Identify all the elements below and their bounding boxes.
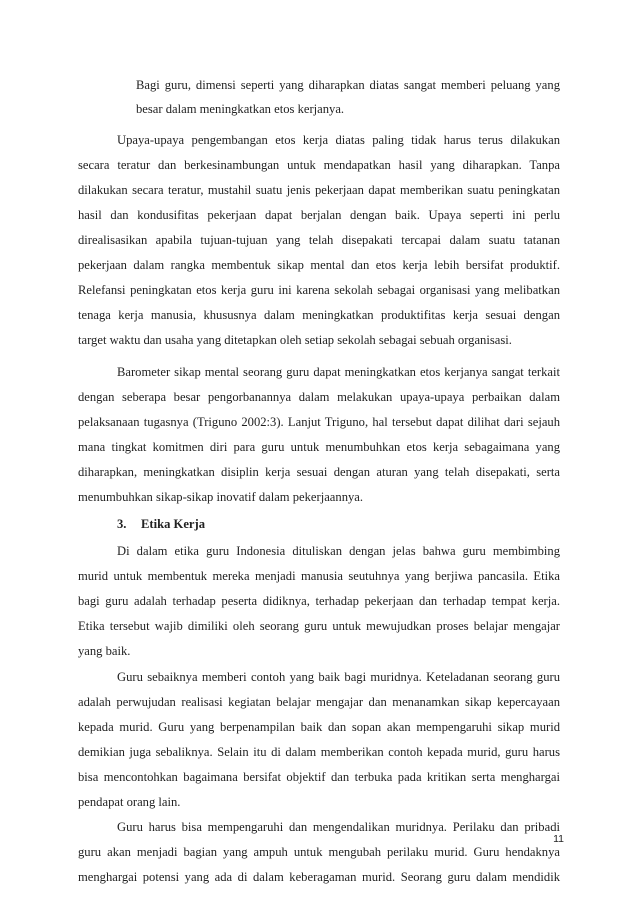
paragraph-line: mana tingkat komitmen diri para guru untuk menumbuhkan etos kerja sebagaimana yang	[78, 440, 560, 454]
paragraph-line: pendapat orang lain.	[78, 795, 181, 809]
paragraph-line: Relefansi peningkatan etos kerja guru ini karena sekolah sebagai organisasi yang melibatkan	[78, 283, 560, 297]
section-heading	[117, 516, 560, 532]
paragraph-line: Etika tersebut wajib dimiliki oleh seorang guru untuk mewujudkan proses belajar mengajar	[78, 619, 560, 633]
quote-line: besar dalam meningkatkan etos kerjanya.	[136, 102, 345, 116]
paragraph-line: adalah perwujudan realisasi kegiatan belajar mengajar dan menanamkan sikap kepercayaan	[78, 695, 560, 709]
section-title: Etika Kerja	[141, 517, 206, 531]
paragraph-line: Barometer sikap mental seorang guru dapat meningkatkan etos kerjanya sangat terkait	[117, 365, 560, 379]
paragraph-line: diharapkan, meningkatkan disiplin kerja sesuai dengan aturan yang telah disepakati, serta	[78, 465, 560, 479]
paragraph-line: pelaksanaan tugasnya (Triguno 2002:3). Lanjut Triguno, hal tersebut dapat dilihat dari sejauh	[78, 415, 560, 429]
paragraph-line: kepada murid. Guru yang berpenampilan baik dan sopan akan mempengaruhi sikap murid	[78, 720, 560, 734]
paragraph-line: direalisasikan apabila tujuan-tujuan yang telah disepakati tercapai dalam suatu tatanan	[78, 233, 560, 247]
paragraph-line: dilakukan secara teratur, mustahil suatu jenis pekerjaan dapat memberikan suatu peningkatan	[78, 183, 560, 197]
paragraph-line: secara teratur dan berkesinambungan untuk mendapatkan hasil yang diharapkan. Tanpa	[78, 158, 560, 172]
paragraph-line: Upaya-upaya pengembangan etos kerja diatas paling tidak harus terus dilakukan	[117, 133, 560, 147]
page-number: 11	[553, 833, 564, 845]
paragraph-line: dengan seberapa besar pengorbanannya dalam melakukan upaya-upaya perbaikan dalam	[78, 390, 560, 404]
paragraph-line: tenaga kerja manusia, khususnya dalam meningkatkan produktifitas kerja sesuai dengan	[78, 308, 560, 322]
paragraph-line: menumbuhkan sikap-sikap inovatif dalam pekerjaannya.	[78, 490, 364, 504]
paragraph-line: Guru sebaiknya memberi contoh yang baik bagi muridnya. Keteladanan seorang guru	[117, 670, 560, 684]
paragraph-line: bisa mencontohkan bagaimana bersifat objektif dan terbuka pada kritikan serta menghargai	[78, 770, 560, 784]
section-number: 3.	[117, 517, 127, 531]
paragraph-line: Guru harus bisa mempengaruhi dan mengendalikan muridnya. Perilaku dan pribadi	[117, 820, 560, 834]
paragraph-line: menghargai potensi yang ada di dalam keberagaman murid. Seorang guru dalam mendidik	[78, 870, 560, 884]
paragraph-line: pekerjaan dalam rangka membentuk sikap mental dan etos kerja lebih bersifat produktif.	[78, 258, 560, 272]
quote-line: Bagi guru, dimensi seperti yang diharapkan diatas sangat memberi peluang yang	[136, 78, 560, 92]
paragraph-line: demikian juga sebaliknya. Selain itu di dalam memberikan contoh kepada murid, guru harus	[78, 745, 560, 759]
paragraph-line: bagi guru adalah terhadap peserta didiknya, terhadap pekerjaan dan terhadap tempat kerja.	[78, 594, 560, 608]
paragraph-line: murid untuk membentuk mereka menjadi manusia seutuhnya yang berjiwa pancasila. Etika	[78, 569, 560, 583]
paragraph-line: yang baik.	[78, 644, 131, 658]
paragraph-line: hasil dan kondusifitas pekerjaan dapat berjalan dengan baik. Upaya seperti ini perlu	[78, 208, 560, 222]
paragraph-line: target waktu dan usaha yang ditetapkan oleh setiap sekolah sebagai sebuah organisasi.	[78, 333, 512, 347]
paragraph-line: guru akan menjadi bagian yang ampuh untuk mengubah perilaku murid. Guru hendaknya	[78, 845, 560, 859]
paragraph-line: Di dalam etika guru Indonesia dituliskan dengan jelas bahwa guru membimbing	[117, 544, 560, 558]
